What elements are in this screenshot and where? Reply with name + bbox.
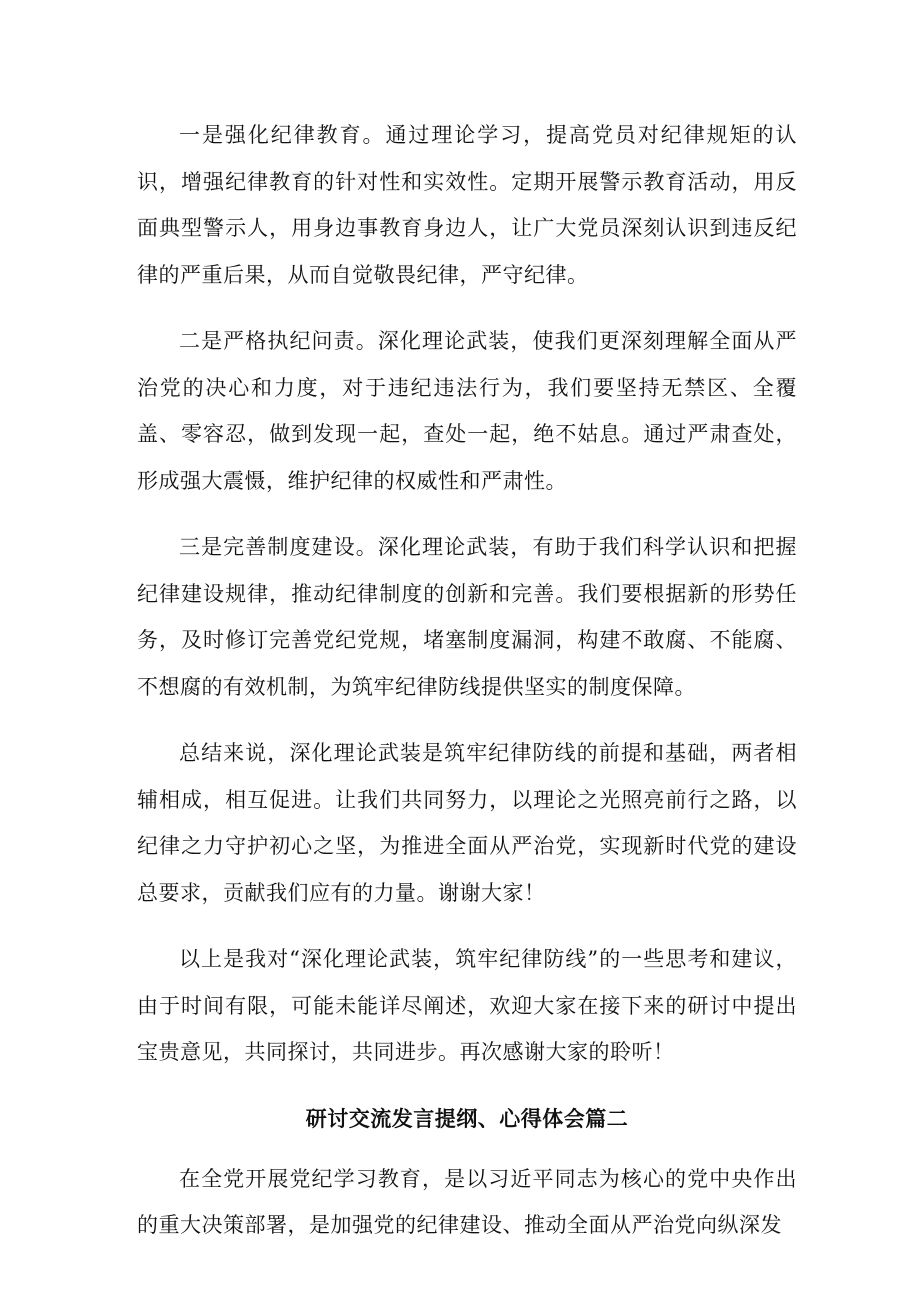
paragraph-closing: 以上是我对“深化理论武装，筑牢纪律防线”的一些思考和建议，由于时间有限，可能未能详尽阐述，欢迎大家在接下来的研讨中提出宝贵意见，共同探讨，共同进步。再次感谢大家的聆听！ [137,947,797,1064]
section-heading: 研讨交流发言提纲、心得体会篇二 [305,1105,629,1131]
paragraph-strengthen-education: 一是强化纪律教育。通过理论学习，提高党员对纪律规矩的认识，增强纪律教育的针对性和实效性。定期开展警示教育活动，用反面典型警示人，用身边事教育身边人，让广大党员深刻认识到违反纪律的严重后果，从而自觉敬畏纪律，严守纪律。 [137,123,797,287]
paragraph-improve-system: 三是完善制度建设。深化理论武装，有助于我们科学认识和把握纪律建设规律，推动纪律制度的创新和完善。我们要根据新的形势任务，及时修订完善党纪党规，堵塞制度漏洞，构建不敢腐、不能腐、不想腐的有效机制，为筑牢纪律防线提供坚实的制度保障。 [137,535,797,699]
document-body [137,112,797,1269]
paragraph-section-intro: 在全党开展党纪学习教育，是以习近平同志为核心的党中央作出的重大决策部署，是加强党的纪律建设、推动全面从严治党向纵深发 [137,1166,797,1237]
paragraph-summary: 总结来说，深化理论武装是筑牢纪律防线的前提和基础，两者相辅相成，相互促进。让我们共同努力，以理论之光照亮前行之路，以纪律之力守护初心之坚，为推进全面从严治党，实现新时代党的建设总要求，贡献我们应有的力量。谢谢大家！ [137,741,797,905]
paragraph-strict-accountability: 二是严格执纪问责。深化理论武装，使我们更深刻理解全面从严治党的决心和力度，对于违纪违法行为，我们要坚持无禁区、全覆盖、零容忍，做到发现一起，查处一起，绝不姑息。通过严肃查处，形成强大震慑，维护纪律的权威性和严肃性。 [137,329,797,493]
